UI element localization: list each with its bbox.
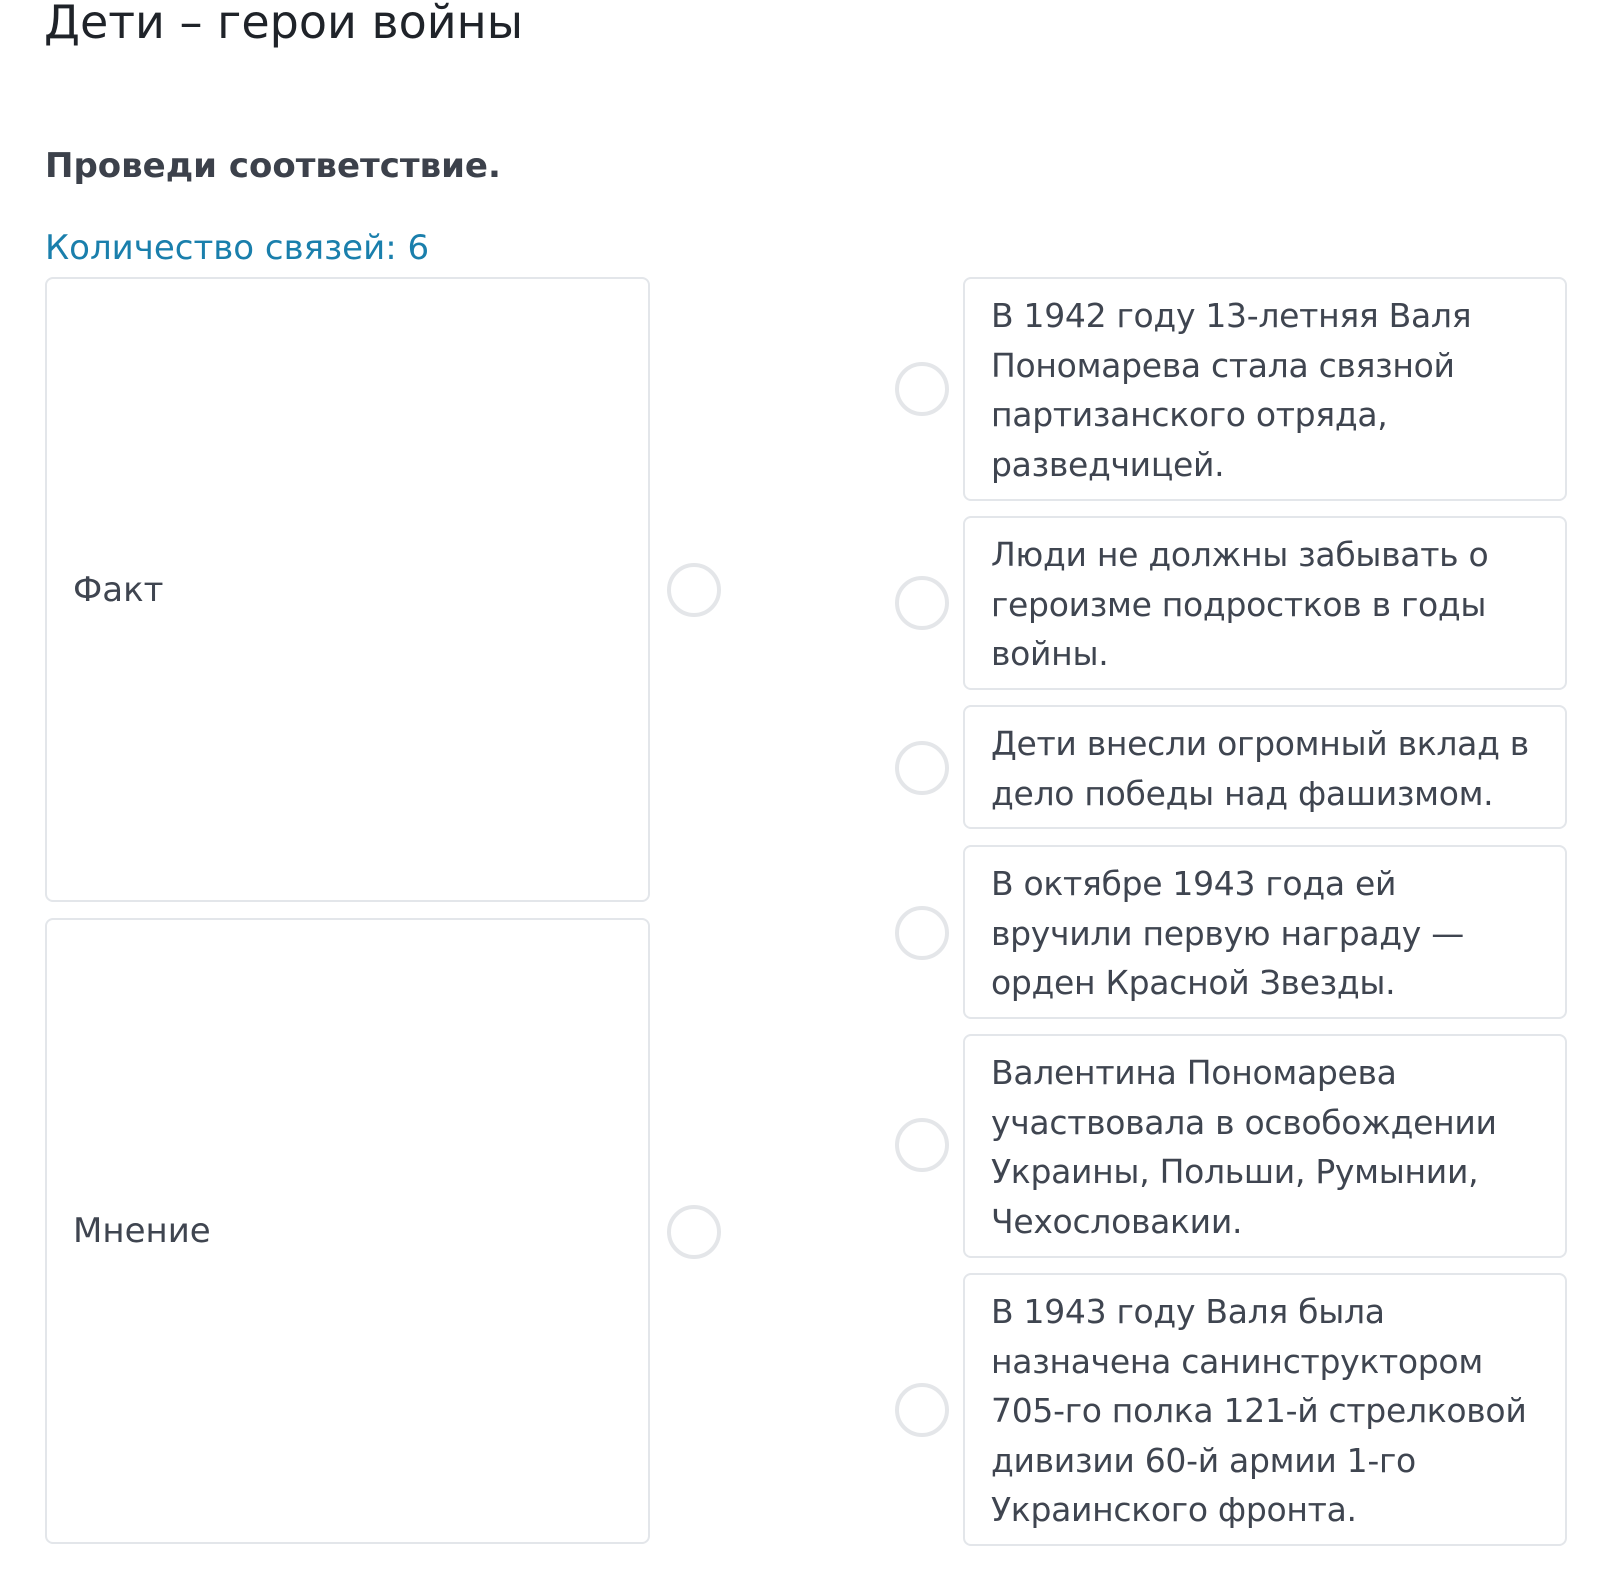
- category-connector-fact[interactable]: [667, 563, 721, 617]
- statement-card-4[interactable]: [963, 845, 1567, 1019]
- statement-connector-4[interactable]: [895, 906, 949, 960]
- statement-text: В 1943 году Валя была назначена санинструктором 705-го полка 121-й стрелковой дивизии 60-й армии 1-го Украинского фронта.: [991, 1292, 1527, 1529]
- statement-connector-3[interactable]: [895, 741, 949, 795]
- statement-card-6[interactable]: [963, 1273, 1567, 1546]
- statement-text: В 1942 году 13-летняя Валя Пономарева стала связной партизанского отряда, разведчицей.: [991, 296, 1472, 484]
- category-label: Мнение: [73, 1211, 211, 1251]
- statement-text: Люди не должны забывать о героизме подростков в годы войны.: [991, 535, 1489, 673]
- statement-connector-6[interactable]: [895, 1383, 949, 1437]
- statement-card-5[interactable]: [963, 1034, 1567, 1258]
- links-count: Количество связей: 6: [45, 228, 430, 268]
- category-connector-opinion[interactable]: [667, 1205, 721, 1259]
- category-card-fact[interactable]: [45, 277, 650, 902]
- statement-text: В октябре 1943 года ей вручили первую награду — орден Красной Звезды.: [991, 864, 1464, 1002]
- statement-card-2[interactable]: [963, 516, 1567, 690]
- statement-connector-1[interactable]: [895, 362, 949, 416]
- statement-text: Дети внесли огромный вклад в дело победы над фашизмом.: [991, 724, 1529, 813]
- task-prompt: Проведи соответствие.: [45, 146, 501, 186]
- statement-connector-2[interactable]: [895, 576, 949, 630]
- statement-connector-5[interactable]: [895, 1118, 949, 1172]
- statement-card-1[interactable]: [963, 277, 1567, 501]
- category-card-opinion[interactable]: [45, 918, 650, 1544]
- category-label: Факт: [73, 569, 164, 610]
- statement-card-3[interactable]: [963, 705, 1567, 829]
- page-title: Дети – герои войны: [44, 0, 524, 49]
- statement-text: Валентина Пономарева участвовала в освобождении Украины, Польши, Румынии, Чехословакии.: [991, 1053, 1497, 1241]
